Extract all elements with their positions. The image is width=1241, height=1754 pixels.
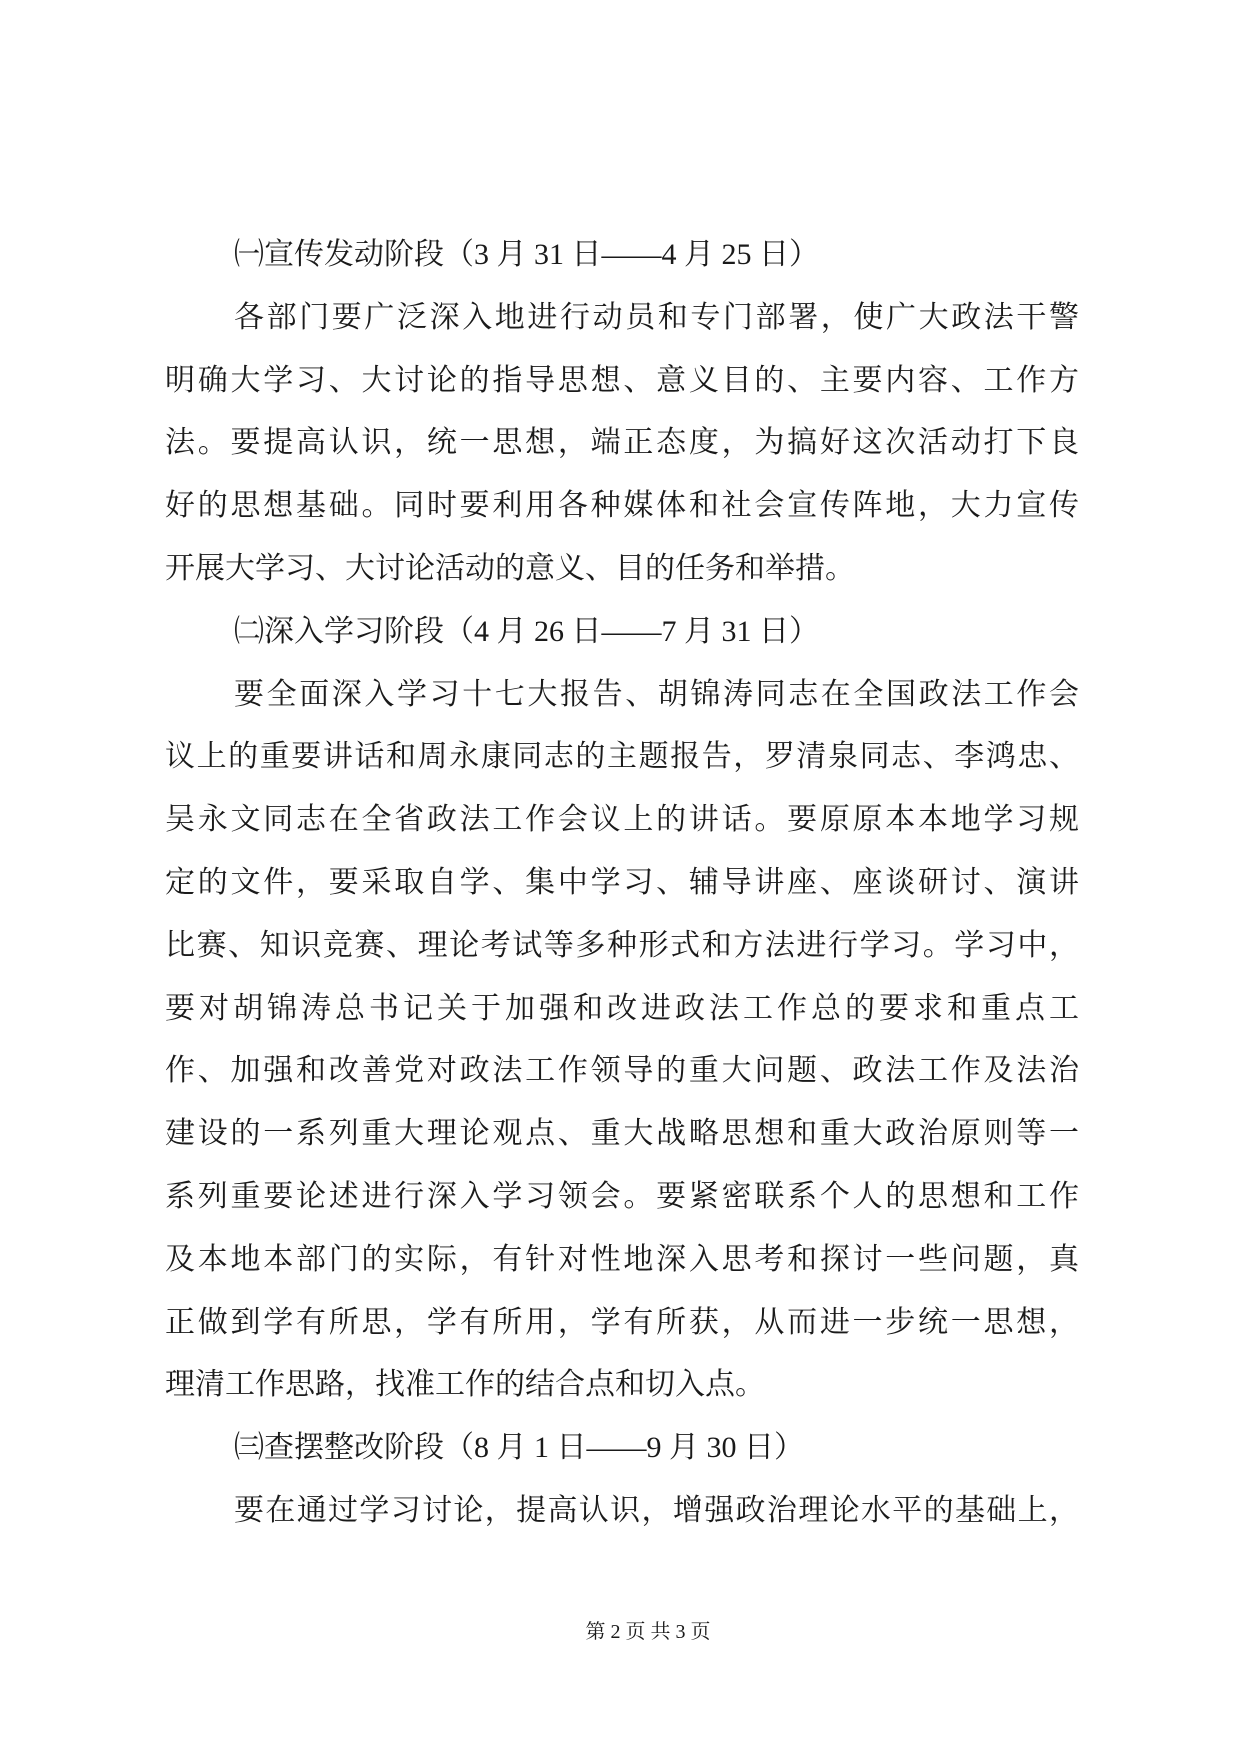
paragraph-line: 要全面深入学习十七大报告、胡锦涛同志在全国政法工作会: [234, 677, 1079, 711]
paragraph-line: 吴永文同志在全省政法工作会议上的讲话。要原原本本地学习规: [165, 803, 1079, 837]
paragraph-line: 要在通过学习讨论，提高认识，增强政治理论水平的基础上，: [234, 1493, 1079, 1527]
paragraph-line: 定的文件，要采取自学、集中学习、辅导讲座、座谈研讨、演讲: [165, 865, 1079, 899]
paragraph-line: 要对胡锦涛总书记关于加强和改进政法工作总的要求和重点工: [165, 991, 1079, 1025]
paragraph-line: 建设的一系列重大理论观点、重大战略思想和重大政治原则等一: [165, 1117, 1079, 1151]
page-number-footer: 第 2 页 共 3 页: [585, 1621, 711, 1643]
paragraph-line: 好的思想基础。同时要利用各种媒体和社会宣传阵地，大力宣传: [165, 489, 1079, 523]
paragraph-line: 系列重要论述进行深入学习领会。要紧密联系个人的思想和工作: [165, 1179, 1079, 1213]
paragraph-line: 比赛、知识竞赛、理论考试等多种形式和方法进行学习。学习中，: [165, 928, 1079, 962]
paragraph-line: 及本地本部门的实际，有针对性地深入思考和探讨一些问题，真: [165, 1242, 1079, 1276]
paragraph-line: 各部门要广泛深入地进行动员和专门部署，使广大政法干警: [234, 300, 1079, 334]
paragraph-line: 法。要提高认识，统一思想，端正态度，为搞好这次活动打下良: [165, 426, 1079, 460]
document-body: [165, 224, 1079, 1543]
paragraph-line: 作、加强和改善党对政法工作领导的重大问题、政法工作及法治: [165, 1054, 1079, 1088]
paragraph-line: 明确大学习、大讨论的指导思想、意义目的、主要内容、工作方: [165, 363, 1079, 397]
paragraph-line: 正做到学有所思，学有所用，学有所获，从而进一步统一思想，: [165, 1305, 1079, 1339]
section-heading: ㈠宣传发动阶段（3 月 31 日——4 月 25 日）: [234, 238, 819, 271]
section-heading: ㈡深入学习阶段（4 月 26 日——7 月 31 日）: [234, 614, 819, 648]
paragraph-line: 理清工作思路，找准工作的结合点和切入点。: [165, 1368, 765, 1402]
paragraph-line: 议上的重要讲话和周永康同志的主题报告，罗清泉同志、李鸿忠、: [165, 740, 1079, 774]
paragraph-line: 开展大学习、大讨论活动的意义、目的任务和举措。: [165, 551, 855, 585]
section-heading: ㈢查摆整改阶段（8 月 1 日——9 月 30 日）: [234, 1431, 804, 1465]
